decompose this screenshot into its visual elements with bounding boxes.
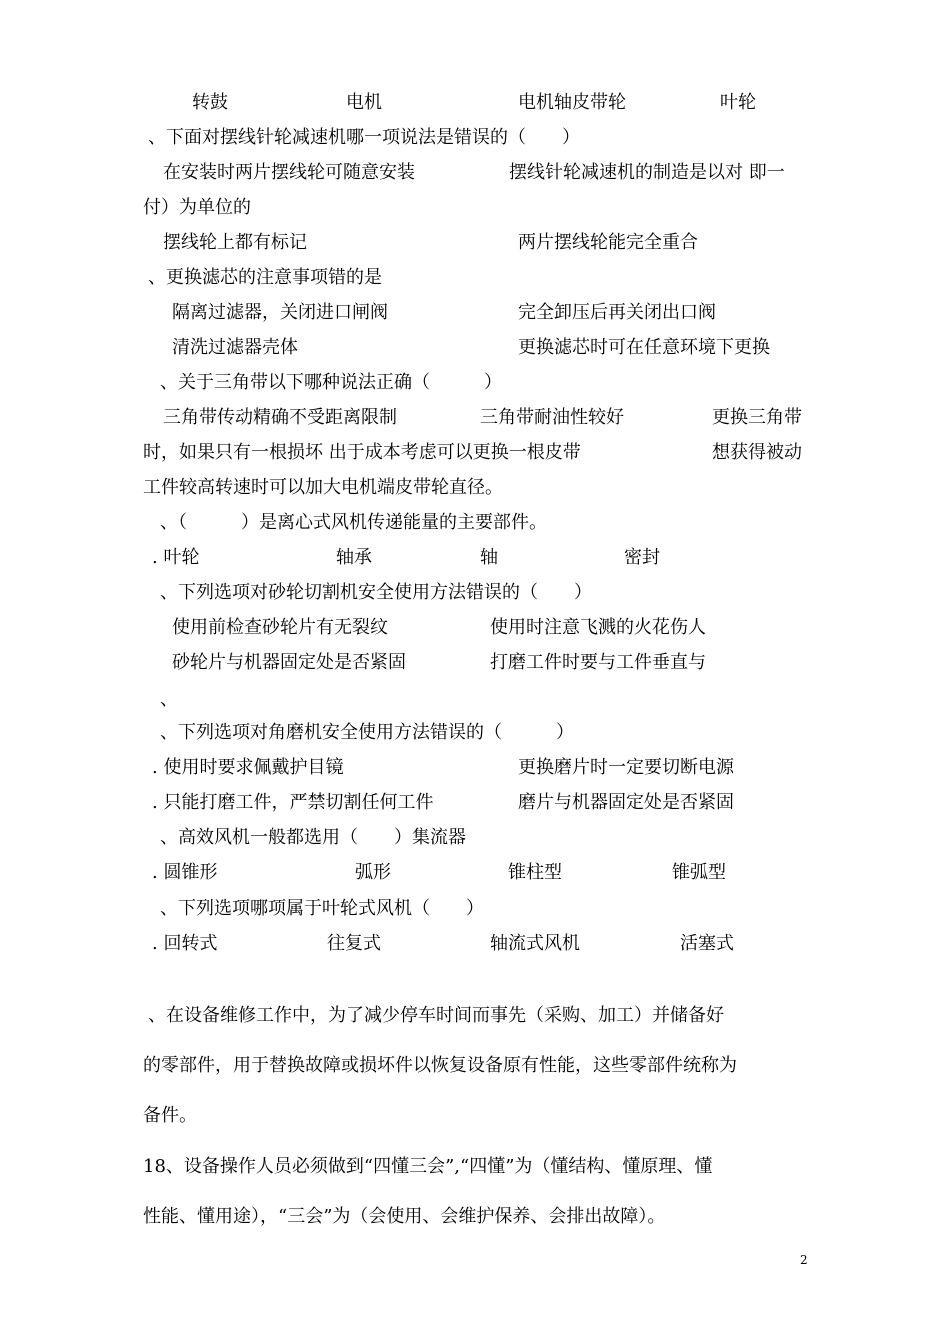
paragraph-line: 、在设备维修工作中，为了减少停车时间而事先（采购、加工）并储备好: [148, 1005, 724, 1026]
option-text: . 只能打磨工件，严禁切割任何工件: [152, 792, 434, 813]
option-text: 更换滤芯时可在任意环境下更换: [518, 337, 770, 358]
option-text: 摆线轮上都有标记: [163, 232, 307, 253]
option-text: 磨片与机器固定处是否紧固: [518, 792, 734, 813]
option-text: 更换磨片时一定要切断电源: [518, 757, 734, 778]
option-text: 更换三角带: [712, 407, 802, 428]
option-text: 三角带耐油性较好: [480, 407, 624, 428]
option-text: 付）为单位的: [143, 197, 251, 218]
option-text: 时，如果只有一根损坏 出于成本考虑可以更换一根皮带: [143, 442, 581, 463]
page-number: 2: [800, 1253, 808, 1267]
question-text: 、高效风机一般都选用（ ）集流器: [160, 827, 466, 848]
option-text: 打磨工件时要与工件垂直与: [490, 652, 706, 673]
option-text: 锥弧型: [672, 862, 726, 883]
option-text: 摆线针轮减速机的制造是以对 即一: [509, 162, 785, 183]
paragraph-line: 的零部件，用于替换故障或损坏件以恢复设备原有性能，这些零部件统称为: [143, 1055, 737, 1076]
question-text: 、下列选项对砂轮切割机安全使用方法错误的（ ）: [160, 582, 592, 603]
option-text: . 叶轮: [152, 547, 200, 568]
option-text: 弧形: [355, 862, 391, 883]
paragraph-line: 备件。: [143, 1105, 197, 1126]
option-text: . 使用时要求佩戴护目镜: [152, 757, 344, 778]
paragraph-line: 18、设备操作人员必须做到“四懂三会”,“四懂”为（懂结构、懂原理、懂: [143, 1156, 713, 1177]
stray-punctuation: 、: [160, 689, 178, 710]
option-text: 隔离过滤器，关闭进口闸阀: [172, 302, 388, 323]
option-text: 转鼓: [192, 92, 228, 113]
paragraph-line: 性能、懂用途），“三会”为（会使用、会维护保养、会排出故障）。: [143, 1206, 666, 1227]
option-text: 使用时注意飞溅的火花伤人: [490, 617, 706, 638]
option-text: . 回转式: [152, 933, 218, 954]
option-text: 活塞式: [680, 933, 734, 954]
question-text: 、下列选项哪项属于叶轮式风机（ ）: [160, 898, 484, 919]
option-text: 往复式: [327, 933, 381, 954]
question-text: 、关于三角带以下哪种说法正确（ ）: [160, 372, 502, 393]
question-text: 、下列选项对角磨机安全使用方法错误的（ ）: [160, 722, 574, 743]
option-text: 叶轮: [720, 92, 756, 113]
option-text: 砂轮片与机器固定处是否紧固: [172, 652, 406, 673]
option-text: 轴: [480, 547, 498, 568]
option-text: 工件较高转速时可以加大电机端皮带轮直径。: [143, 477, 503, 498]
option-text: 电机: [346, 92, 382, 113]
option-text: . 圆锥形: [152, 862, 218, 883]
option-text: 完全卸压后再关闭出口阀: [518, 302, 716, 323]
option-text: 在安装时两片摆线轮可随意安装: [163, 162, 415, 183]
option-text: 三角带传动精确不受距离限制: [163, 407, 397, 428]
option-text: 锥柱型: [508, 862, 562, 883]
option-text: 轴流式风机: [490, 933, 580, 954]
option-text: 密封: [624, 547, 660, 568]
option-text: 电机轴皮带轮: [518, 92, 626, 113]
option-text: 轴承: [336, 547, 372, 568]
question-text: 、（ ）是离心式风机传递能量的主要部件。: [160, 512, 547, 533]
option-text: 清洗过滤器壳体: [172, 337, 298, 358]
option-text: 想获得被动: [712, 442, 802, 463]
question-text: 、下面对摆线针轮减速机哪一项说法是错误的（ ）: [148, 127, 580, 148]
option-text: 两片摆线轮能完全重合: [518, 232, 698, 253]
option-text: 使用前检查砂轮片有无裂纹: [172, 617, 388, 638]
question-text: 、更换滤芯的注意事项错的是: [148, 267, 382, 288]
